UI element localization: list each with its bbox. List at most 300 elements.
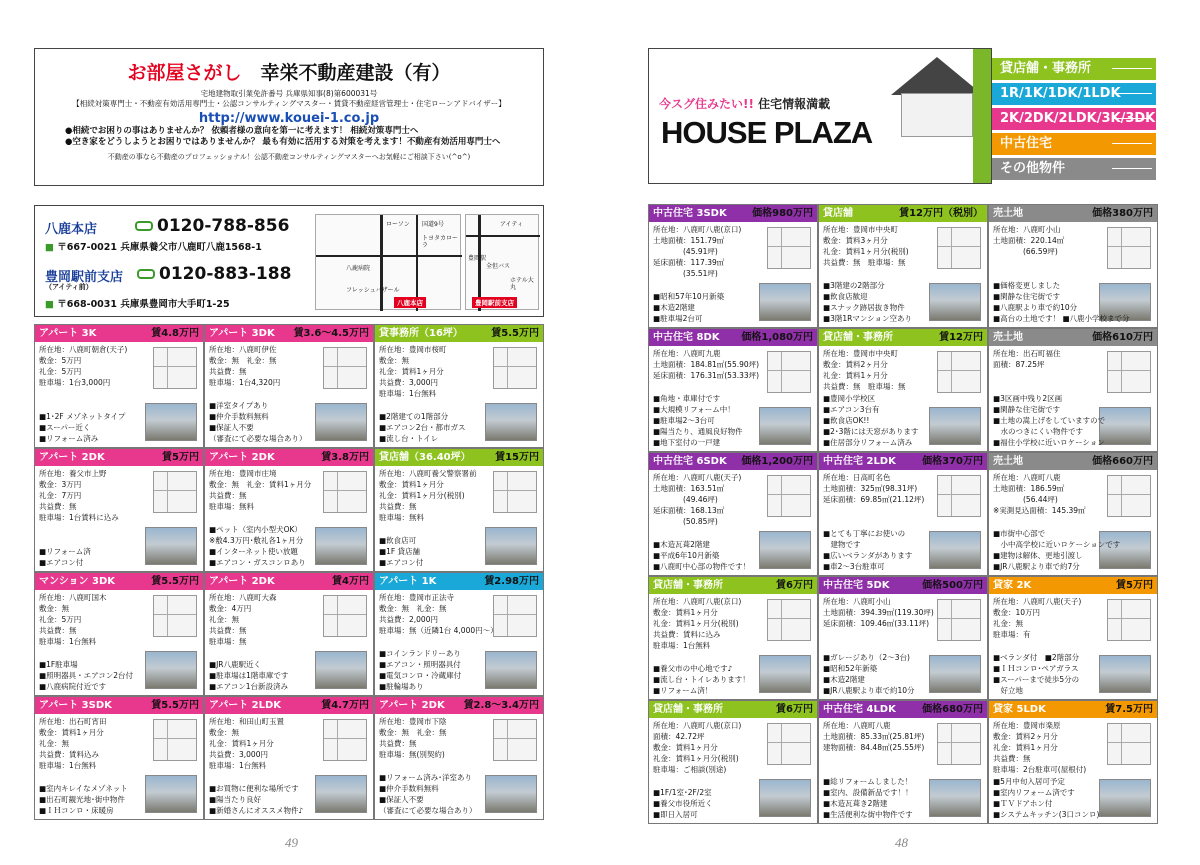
branch-store-tel[interactable]: 0120-883-188 xyxy=(137,264,291,284)
listing-info xyxy=(35,342,203,388)
feature-line: ■駐輪場あり xyxy=(379,682,424,691)
listing-info xyxy=(649,222,817,279)
info-line: 土地面積：85.33㎡(25.81坪) xyxy=(823,732,925,741)
license-text: 宅地建物取引業免許番号 兵庫県知事(8)第600031号 xyxy=(200,89,378,98)
info-line: 所在地：八鹿町八鹿(天子) xyxy=(653,473,742,482)
category-1[interactable]: 1R/1K/1DK/1LDK xyxy=(992,83,1156,105)
feature-line: ■3区画中残り2区画 xyxy=(993,394,1063,403)
info-line: 所在地：八鹿町朝倉(天子) xyxy=(39,345,128,354)
listing-card[interactable] xyxy=(648,328,818,452)
info-line: 共益費：無 xyxy=(209,491,247,500)
listing-price: 価格660万円 xyxy=(1092,456,1153,467)
listing-info xyxy=(205,342,373,388)
feature-line: ■昭和52年新築 xyxy=(823,664,878,673)
listing-info xyxy=(989,718,1157,775)
listing-card[interactable] xyxy=(374,696,544,820)
property-photo xyxy=(315,651,367,689)
listing-info xyxy=(649,718,817,775)
listing-header xyxy=(205,573,373,590)
listing-type: アパート 3DK xyxy=(209,328,275,339)
feature-line: ■八鹿駅より車で約10分 xyxy=(993,303,1078,312)
feature-line: ■保証人不要 xyxy=(209,423,254,432)
listing-features xyxy=(993,652,1079,696)
listing-features xyxy=(209,783,303,816)
listing-header xyxy=(989,453,1157,470)
feature-line: ■仲介手数料無料 xyxy=(209,412,269,421)
listing-features xyxy=(209,524,306,568)
info-line: 面積：87.25坪 xyxy=(993,360,1045,369)
info-line: 敷金：賃料2ヶ月分 xyxy=(823,360,888,369)
feature-line: ■ペット（室内小型犬OK） xyxy=(209,525,302,534)
property-photo xyxy=(485,527,537,565)
feature-line: ■飲食店可 xyxy=(379,536,417,545)
info-line: 所在地：養父市上野 xyxy=(39,469,107,478)
feature-line: ■エアコン1台新設済み xyxy=(209,682,288,691)
listing-features xyxy=(209,659,288,692)
feature-line: ■豊岡小学校区 xyxy=(823,394,876,403)
feature-line: ■駐車場2～3台可 xyxy=(653,416,715,425)
qualifications-text: 【相続対策専門士・不動産有効活用専門士・公認コンサルティングマスター・賃貸不動産経営管理士・住宅ローンアドバイザー】 xyxy=(72,99,506,108)
store-info xyxy=(34,205,544,317)
info-line: 礼金：5万円 xyxy=(39,615,82,624)
info-line: 所在地：八鹿町国木 xyxy=(39,593,107,602)
listing-card[interactable] xyxy=(34,448,204,572)
freedial-icon xyxy=(137,269,155,279)
header-line-2: ●空き家をどうしようとお困りではありませんか？ 最も有効に活用する対策を考えます！不動産有効活用専門士へ xyxy=(65,137,501,147)
info-line: 駐車場：1台無料 xyxy=(39,761,97,770)
listing-info xyxy=(375,714,543,760)
info-line: 礼金：賃料1ヶ月分(税別) xyxy=(379,491,465,500)
listing-card[interactable] xyxy=(204,324,374,448)
category-4[interactable]: その他物件 xyxy=(992,158,1156,180)
feature-line: ■閑静な住宅街です xyxy=(993,292,1061,301)
category-0[interactable]: 貸店舗・事務所 xyxy=(992,58,1156,80)
listing-type: 売土地 xyxy=(993,456,1023,467)
info-line: 所在地：豊岡市正法寺 xyxy=(379,593,454,602)
feature-line: ■車2～3台駐車可 xyxy=(823,562,885,571)
listing-card[interactable] xyxy=(648,576,818,700)
feature-line: ■照明器具・エアコン2台付 xyxy=(39,671,133,680)
listing-header xyxy=(649,453,817,470)
info-line: 共益費：無 xyxy=(209,626,247,635)
info-line: 敷金：賃料1ヶ月分 xyxy=(379,480,444,489)
info-line: 敷金：3万円 xyxy=(39,480,82,489)
info-line: (56.44坪) xyxy=(993,495,1058,504)
listing-header xyxy=(35,697,203,714)
property-photo xyxy=(929,655,981,693)
info-line: 土地面積：184.81㎡(55.90坪) xyxy=(653,360,760,369)
info-line: 共益費：無 xyxy=(379,502,417,511)
main-store-tel[interactable]: 0120-788-856 xyxy=(135,216,289,236)
listing-features xyxy=(379,772,477,816)
listing-card[interactable] xyxy=(648,700,818,824)
listing-type: 中古住宅 8DK xyxy=(653,332,720,343)
feature-line: ■即日入居可 xyxy=(653,810,698,819)
info-line: 敷金：無 礼金：無 xyxy=(379,728,447,737)
info-line: 駐車場：無(別契約) xyxy=(379,750,445,759)
feature-line: ■高台の土地です！ ■八鹿小学校まで分 xyxy=(993,314,1130,323)
feature-line: ■ガレージあり（2～3台) xyxy=(823,653,910,662)
feature-line: ■スーパーまで徒歩5分の xyxy=(993,675,1080,684)
listing-type: 貸店舗・事務所 xyxy=(823,332,893,343)
listing-card[interactable] xyxy=(374,572,544,696)
feature-line: ■保証人不要 xyxy=(379,795,424,804)
property-photo xyxy=(929,407,981,445)
listing-header xyxy=(989,329,1157,346)
info-line: 延床面積：69.85㎡(21.12坪) xyxy=(823,495,925,504)
feature-line: ■ＩＨコンロ・床暖房 xyxy=(39,806,114,815)
listing-features xyxy=(39,783,128,816)
listing-info xyxy=(819,346,987,392)
listing-header xyxy=(989,205,1157,222)
main-store-name: 八鹿本店 xyxy=(45,222,98,237)
info-line: 所在地：豊岡市下陰 xyxy=(379,717,447,726)
listing-card[interactable] xyxy=(34,324,204,448)
feature-line: ■平成6年10月新築 xyxy=(653,551,720,560)
main-store-map-tag: 八鹿本店 xyxy=(394,297,426,308)
info-line: 所在地：豊岡市桜町 xyxy=(379,345,447,354)
feature-line: ■総リフォームしました！ xyxy=(823,777,913,786)
feature-line: ■3階建の2階部分 xyxy=(823,281,885,290)
listing-price: 賃4.7万円 xyxy=(321,700,369,711)
info-line: 所在地：八鹿町八鹿(京口) xyxy=(653,225,742,234)
listing-price: 賃5.5万円 xyxy=(151,700,199,711)
listing-card[interactable] xyxy=(818,452,988,576)
listing-header xyxy=(375,325,543,342)
info-line: 礼金：賃料1ヶ月分 xyxy=(993,743,1058,752)
info-line: 共益費：無 xyxy=(39,626,77,635)
info-line: (35.51坪) xyxy=(653,269,718,278)
feature-line: ■お買物に便利な場所です xyxy=(209,784,299,793)
listing-price: 価格1,080万円 xyxy=(741,332,813,343)
listing-type: 売土地 xyxy=(993,208,1023,219)
branch-store-map: アイティ 全但バス ホテル大丸 豊岡駅 豊岡駅前支店 xyxy=(465,214,539,310)
listing-features xyxy=(823,528,912,572)
info-line: 共益費：2,000円 xyxy=(379,615,438,624)
listing-header xyxy=(819,329,987,346)
category-2[interactable]: 2K/2DK/2LDK/3K/3DK xyxy=(992,108,1156,130)
feature-line: ■2階建ての1階部分 xyxy=(379,412,449,421)
info-line: 延床面積：109.46㎡(33.11坪) xyxy=(823,619,930,628)
listing-card[interactable] xyxy=(204,448,374,572)
listing-header xyxy=(205,325,373,342)
info-line: 共益費：3,000円 xyxy=(209,750,268,759)
listing-price: 賃2.8～3.4万円 xyxy=(463,700,539,711)
listing-type: 中古住宅 5DK xyxy=(823,580,890,591)
property-photo xyxy=(759,283,811,321)
listing-features xyxy=(39,546,91,568)
info-line: 土地面積：186.59㎡ xyxy=(993,484,1065,493)
feature-line: 水のつきにくい物件です xyxy=(993,427,1083,436)
property-photo xyxy=(929,283,981,321)
info-line: 駐車場：1台無料 xyxy=(379,389,437,398)
listing-card[interactable] xyxy=(988,452,1158,576)
property-photo xyxy=(315,527,367,565)
company-url[interactable]: http://www.kouei-1.co.jp xyxy=(198,111,380,126)
listing-features xyxy=(993,776,1099,820)
house-icon xyxy=(885,57,985,147)
feature-line: ■1･2F メゾネットタイプ xyxy=(39,412,126,421)
info-line: 敷金：賃料1ヶ月分 xyxy=(653,608,718,617)
listing-price: 賃2.98万円 xyxy=(484,576,539,587)
info-line: 駐車場：無料 xyxy=(379,513,424,522)
listing-price: 賃15万円 xyxy=(495,452,539,463)
listing-header xyxy=(375,449,543,466)
listing-features xyxy=(993,280,1130,324)
feature-line: ■陽当たり良好 xyxy=(209,795,262,804)
property-photo xyxy=(759,655,811,693)
listing-card[interactable] xyxy=(988,700,1158,824)
house-plaza-logo xyxy=(648,48,992,184)
info-line: 土地面積：163.51㎡ xyxy=(653,484,725,493)
info-line: 共益費：3,000円 xyxy=(379,378,438,387)
listing-header xyxy=(819,577,987,594)
info-line: 敷金：無 xyxy=(209,728,239,737)
listing-price: 賃12万円（税別） xyxy=(899,208,983,219)
feature-line: ■システムキッチン(3口コンロ) xyxy=(993,810,1100,819)
feature-line: ■室内リフォーム済です xyxy=(993,788,1075,797)
feature-line: ■価格変更しました xyxy=(993,281,1061,290)
feature-line: ■養父市の中心地です♪ xyxy=(653,664,733,673)
listing-header xyxy=(649,205,817,222)
feature-line: ■JR八鹿駅より車で約7分 xyxy=(993,562,1080,571)
info-line: 駐車場：有 xyxy=(993,630,1031,639)
listing-type: アパート 2DK xyxy=(209,452,275,463)
feature-line: （審査にて必要な場合あり） xyxy=(379,806,477,815)
listing-type: 貸店舗 xyxy=(823,208,853,219)
listing-card[interactable] xyxy=(988,204,1158,328)
info-line: 敷金：5万円 xyxy=(39,356,82,365)
listing-type: アパート 3SDK xyxy=(39,700,112,711)
listing-type: 貸家 5LDK xyxy=(993,704,1046,715)
feature-line: ■流し台・トイレあります！ xyxy=(653,675,750,684)
info-line: 所在地：八鹿町八鹿(京口) xyxy=(653,597,742,606)
listing-type: 中古住宅 4LDK xyxy=(823,704,896,715)
listing-card[interactable] xyxy=(34,696,204,820)
listing-card[interactable] xyxy=(988,328,1158,452)
listing-price: 賃3.8万円 xyxy=(321,452,369,463)
info-line: 礼金：賃料1ヶ月分(税別) xyxy=(653,754,739,763)
info-line: 礼金：7万円 xyxy=(39,491,82,500)
feature-line: ■木造2階建 xyxy=(823,675,865,684)
feature-line: ■リフォーム済み･洋室あり xyxy=(379,773,472,782)
feature-line: ■エアコン・ガスコンロあり xyxy=(209,558,306,567)
info-line: 共益費：無 xyxy=(209,367,247,376)
info-line: (45.91坪) xyxy=(653,247,718,256)
feature-line: ■スナック跡居抜き物件 xyxy=(823,303,905,312)
feature-line: ■出石町観光地･街中物件 xyxy=(39,795,125,804)
feature-line: ■JR八鹿駅近く xyxy=(209,660,262,669)
feature-line: ■飲食店歓迎 xyxy=(823,292,868,301)
feature-line: ※敷4.3万円･敷礼各1ヶ月分 xyxy=(209,536,304,545)
info-line: 駐車場：無 xyxy=(209,637,247,646)
feature-line: ■ベランダ付 ■2階部分 xyxy=(993,653,1080,662)
property-photo xyxy=(145,651,197,689)
listing-features xyxy=(653,787,713,820)
header-footer: 不動産の事なら不動産のプロフェッショナル！公認不動産コンサルティングマスターへお気軽にご相談下さい(^o^) xyxy=(107,153,471,161)
feature-line: ■2･3階には天窓があります xyxy=(823,427,919,436)
listing-card[interactable] xyxy=(818,328,988,452)
feature-line: ■飲食店OK!! xyxy=(823,416,870,425)
listing-card[interactable] xyxy=(34,572,204,696)
listing-header xyxy=(649,701,817,718)
listing-card[interactable] xyxy=(648,204,818,328)
listing-type: 中古住宅 2LDK xyxy=(823,456,896,467)
listing-card[interactable] xyxy=(988,576,1158,700)
listing-info xyxy=(989,470,1157,516)
listing-header xyxy=(649,329,817,346)
info-line: (50.85坪) xyxy=(653,517,718,526)
listing-price: 価格980万円 xyxy=(752,208,813,219)
category-3[interactable]: 中古住宅 xyxy=(992,133,1156,155)
info-line: 駐車場：1台4,320円 xyxy=(209,378,281,387)
listing-header xyxy=(819,205,987,222)
info-line: 所在地：豊岡市楽原 xyxy=(993,721,1061,730)
feature-line: ■エアコン・照明器具付 xyxy=(379,660,461,669)
feature-line: ■木造瓦葺き2階建 xyxy=(823,799,888,808)
listing-price: 賃4.8万円 xyxy=(151,328,199,339)
info-line: 土地面積：220.14㎡ xyxy=(993,236,1065,245)
property-photo xyxy=(145,403,197,441)
feature-line: ■室内、設備新品です！！ xyxy=(823,788,913,797)
listing-type: アパート 2DK xyxy=(39,452,105,463)
info-line: 礼金：賃料1ヶ月分(税別) xyxy=(823,247,909,256)
info-line: 駐車場：1台無料 xyxy=(39,637,97,646)
listing-price: 賃5万円 xyxy=(1116,580,1153,591)
info-line: 土地面積：151.79㎡ xyxy=(653,236,725,245)
info-line: 所在地：豊岡市中央町 xyxy=(823,349,898,358)
property-photo xyxy=(1099,655,1151,693)
info-line: (49.46坪) xyxy=(653,495,718,504)
feature-line: ■駐車場は1階車庫です xyxy=(209,671,289,680)
info-line: 敷金：無 礼金：無 xyxy=(209,356,277,365)
listing-header xyxy=(205,697,373,714)
listing-card[interactable] xyxy=(374,448,544,572)
info-line: 所在地：出石町宵田 xyxy=(39,717,107,726)
info-line: 共益費：無 駐車場：無 xyxy=(823,258,906,267)
logo-accent xyxy=(973,49,991,183)
page-number: 48 xyxy=(895,835,908,850)
listing-type: アパート 2DK xyxy=(379,700,445,711)
info-line: ※実測見込面積：145.39㎡ xyxy=(993,506,1086,515)
info-line: 所在地：八鹿町八鹿(天子) xyxy=(993,597,1082,606)
feature-line: ■電気コンロ・冷蔵庫付 xyxy=(379,671,462,680)
feature-line: ■木造瓦葺2階建 xyxy=(653,540,710,549)
info-line: 所在地：八鹿町八鹿(京口) xyxy=(653,721,742,730)
info-line: 所在地：八鹿町八鹿 xyxy=(823,721,891,730)
listing-features xyxy=(379,535,423,568)
branch-store-name: 豊岡駅前支店 xyxy=(45,270,124,285)
info-line: 駐車場：1台無料 xyxy=(653,641,711,650)
feature-line: ■5月中旬入居可予定 xyxy=(993,777,1065,786)
listing-info xyxy=(35,714,203,771)
listing-type: 貸店舗（36.40坪） xyxy=(379,452,471,463)
feature-line: ■室内キレイなメゾネット xyxy=(39,784,128,793)
listing-info xyxy=(819,470,987,505)
feature-line: ■エアコン2台・都市ガス xyxy=(379,423,466,432)
freedial-icon xyxy=(135,221,153,231)
listing-card[interactable] xyxy=(818,576,988,700)
listing-card[interactable] xyxy=(374,324,544,448)
listing-price: 価格380万円 xyxy=(1092,208,1153,219)
listing-features xyxy=(39,659,133,692)
property-photo xyxy=(1099,407,1151,445)
info-line: 共益費：無 xyxy=(379,739,417,748)
info-line: 所在地：八鹿町小山 xyxy=(993,225,1061,234)
listing-info xyxy=(375,590,543,636)
listing-price: 賃5万円 xyxy=(162,452,199,463)
listing-header xyxy=(989,577,1157,594)
info-line: 敷金：無 礼金：無 xyxy=(379,604,447,613)
info-line: 所在地：八鹿町小山 xyxy=(823,597,891,606)
feature-line: 建物です xyxy=(823,540,861,549)
listing-info xyxy=(205,590,373,647)
branch-store-map-tag: 豊岡駅前支店 xyxy=(472,297,517,308)
listing-features xyxy=(993,393,1105,448)
listing-type: 貸事務所（16坪） xyxy=(379,328,463,339)
listing-card[interactable] xyxy=(204,572,374,696)
listing-price: 賃6万円 xyxy=(776,704,813,715)
listing-price: 価格610万円 xyxy=(1092,332,1153,343)
listing-type: 中古住宅 6SDK xyxy=(653,456,727,467)
feature-line: ■駐車場2台可 xyxy=(653,314,703,323)
listing-header xyxy=(375,573,543,590)
listing-header xyxy=(35,325,203,342)
info-line: 延床面積：117.39㎡ xyxy=(653,258,725,267)
listing-header xyxy=(819,453,987,470)
listing-card[interactable] xyxy=(204,696,374,820)
feature-line: ■リフォーム済 xyxy=(39,547,91,556)
info-line: 駐車場：1台賃料に込み xyxy=(39,513,119,522)
feature-line: ■コインランドリーあり xyxy=(379,649,461,658)
feature-line: ■JR八鹿駅より車で約10分 xyxy=(823,686,915,695)
listing-features xyxy=(823,652,915,696)
feature-line: ■1F 貸店舗 xyxy=(379,547,421,556)
info-line: 駐車場：2台駐車可(屋根付) xyxy=(993,765,1087,774)
listing-features xyxy=(379,411,465,444)
listing-price: 賃6万円 xyxy=(776,580,813,591)
info-line: 所在地：八鹿町養父警察署前 xyxy=(379,469,477,478)
listing-info xyxy=(375,342,543,399)
info-line: 共益費：賃料込み xyxy=(39,750,99,759)
feature-line: ■インターネット使い放題 xyxy=(209,547,298,556)
info-line: 礼金：賃料1ヶ月分 xyxy=(823,371,888,380)
listing-features xyxy=(823,393,918,448)
header-line-1: ●相続でお困りの事はありませんか？ 依頼者様の意向を第一に考えます！ 相続対策専門士へ xyxy=(65,126,419,136)
listing-card[interactable] xyxy=(818,700,988,824)
feature-line: ■エアコン3台有 xyxy=(823,405,880,414)
info-line: 共益費：無 駐車場：無 xyxy=(823,382,906,391)
info-line: 延床面積：176.31㎡(53.33坪) xyxy=(653,371,760,380)
listing-card[interactable] xyxy=(648,452,818,576)
property-photo xyxy=(145,775,197,813)
category-legend xyxy=(992,58,1156,183)
listing-features xyxy=(653,663,750,696)
listing-price: 賃5.5万円 xyxy=(491,328,539,339)
listing-features xyxy=(209,400,307,444)
feature-line: ■大規模リフォーム中！ xyxy=(653,405,735,414)
listing-card[interactable] xyxy=(818,204,988,328)
listing-features xyxy=(39,411,125,444)
main-store-address: ■ 〒667-0021 兵庫県養父市八鹿町八鹿1568-1 xyxy=(45,242,262,253)
info-line: 延床面積：168.13㎡ xyxy=(653,506,725,515)
feature-line: ■ＴＶドアホン付 xyxy=(993,799,1053,808)
feature-line: 小中高学校に近いロケーションです xyxy=(993,540,1121,549)
info-line: 敷金：賃料2ヶ月分 xyxy=(993,732,1058,741)
info-line: 所在地：豊岡市庄境 xyxy=(209,469,277,478)
feature-line: ■住居部分リフォーム済み xyxy=(823,438,913,447)
info-line: 敷金：賃料1ヶ月分 xyxy=(39,728,104,737)
